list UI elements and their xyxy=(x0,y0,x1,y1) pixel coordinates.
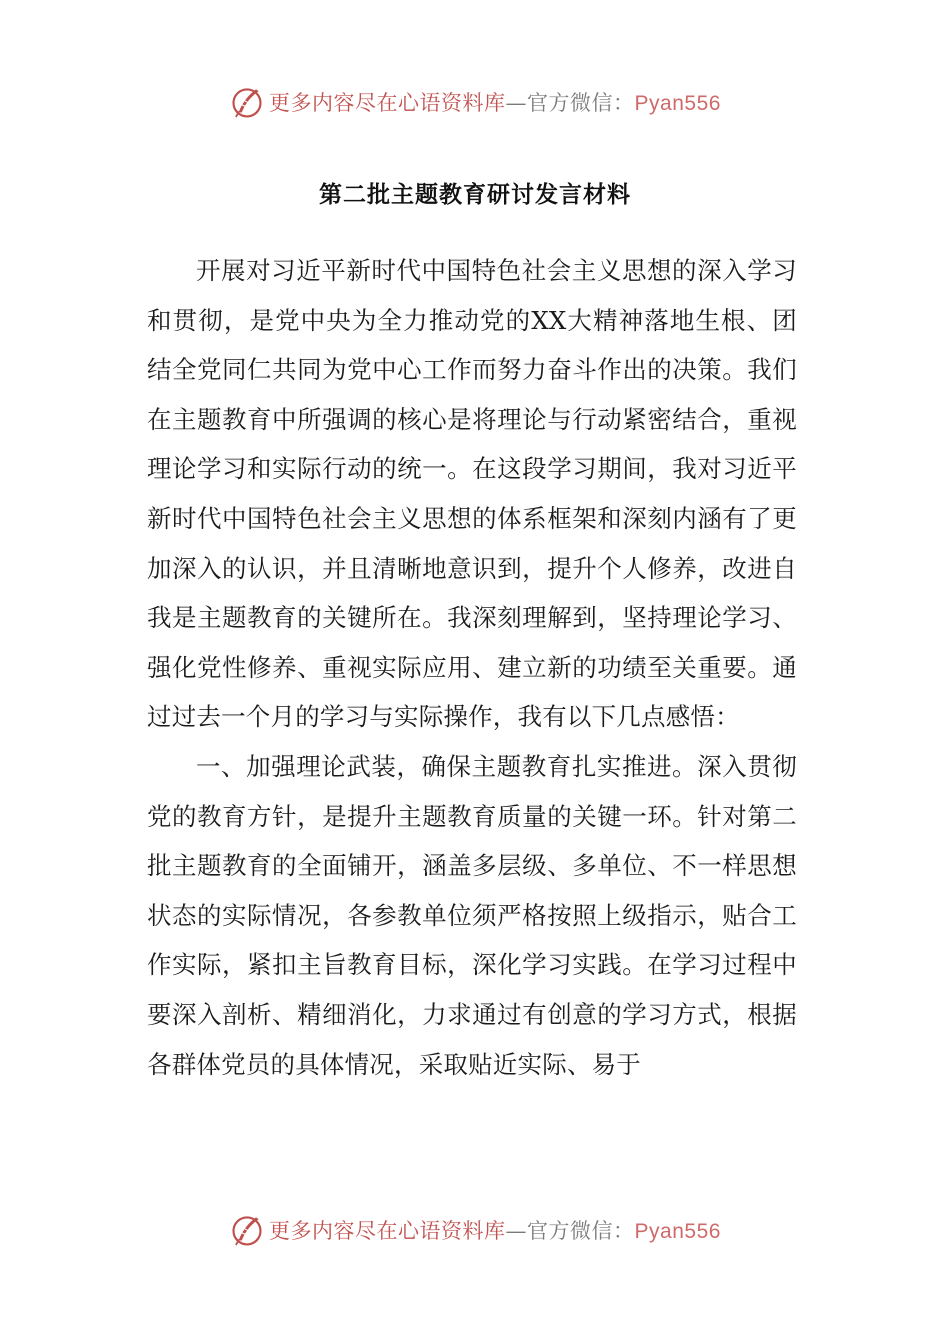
body-paragraph-2: 一、加强理论武装，确保主题教育扎实推进。深入贯彻党的教育方针，是提升主题教育质量的关键一环。针对第二批主题教育的全面铺开，涵盖多层级、多单位、不一样思想状态的实际情况，各参教单位须严格按照上级指示，贴合工作实际，紧扣主旨教育目标，深化学习实践。在学习过程中要深入剖析、精细消化，力求通过有创意的学习方式，根据各群体党员的具体情况，采取贴近实际、易于 xyxy=(147,751,797,1079)
quill-logo-icon xyxy=(229,84,265,120)
header-banner-wechat: Pyan556 xyxy=(634,92,721,115)
header-banner-official: 官方微信： xyxy=(527,91,635,115)
header-banner xyxy=(0,80,950,124)
document-body xyxy=(147,246,797,1089)
header-banner-main: 更多内容尽在心语资料库 xyxy=(269,91,506,115)
footer-banner-text xyxy=(269,1215,721,1245)
body-paragraph-1: 开展对习近平新时代中国特色社会主义思想的深入学习和贯彻，是党中央为全力推动党的XX大精神落地生根、团结全党同仁共同为党中心工作而努力奋斗作出的决策。我们在主题教育中所强调的核心是将理论与行动紧密结合，重视理论学习和实际行动的统一。在这段学习期间，我对习近平新时代中国特色社会主义思想的体系框架和深刻内涵有了更加深入的认识，并且清晰地意识到，提升个人修养，改进自我是主题教育的关键所在。我深刻理解到，坚持理论学习、强化党性修养、重视实际应用、建立新的功绩至关重要。通过过去一个月的学习与实际操作，我有以下几点感悟： xyxy=(147,256,797,732)
footer-banner-official: 官方微信： xyxy=(527,1219,635,1243)
footer-banner xyxy=(0,1208,950,1252)
quill-logo-icon xyxy=(229,1212,265,1248)
document-title: 第二批主题教育研讨发言材料 xyxy=(319,182,631,208)
footer-banner-main: 更多内容尽在心语资料库 xyxy=(269,1219,506,1243)
header-banner-dash: — xyxy=(505,91,528,115)
header-banner-text xyxy=(269,87,721,117)
footer-banner-wechat: Pyan556 xyxy=(634,1220,721,1243)
footer-banner-dash: — xyxy=(505,1219,528,1243)
